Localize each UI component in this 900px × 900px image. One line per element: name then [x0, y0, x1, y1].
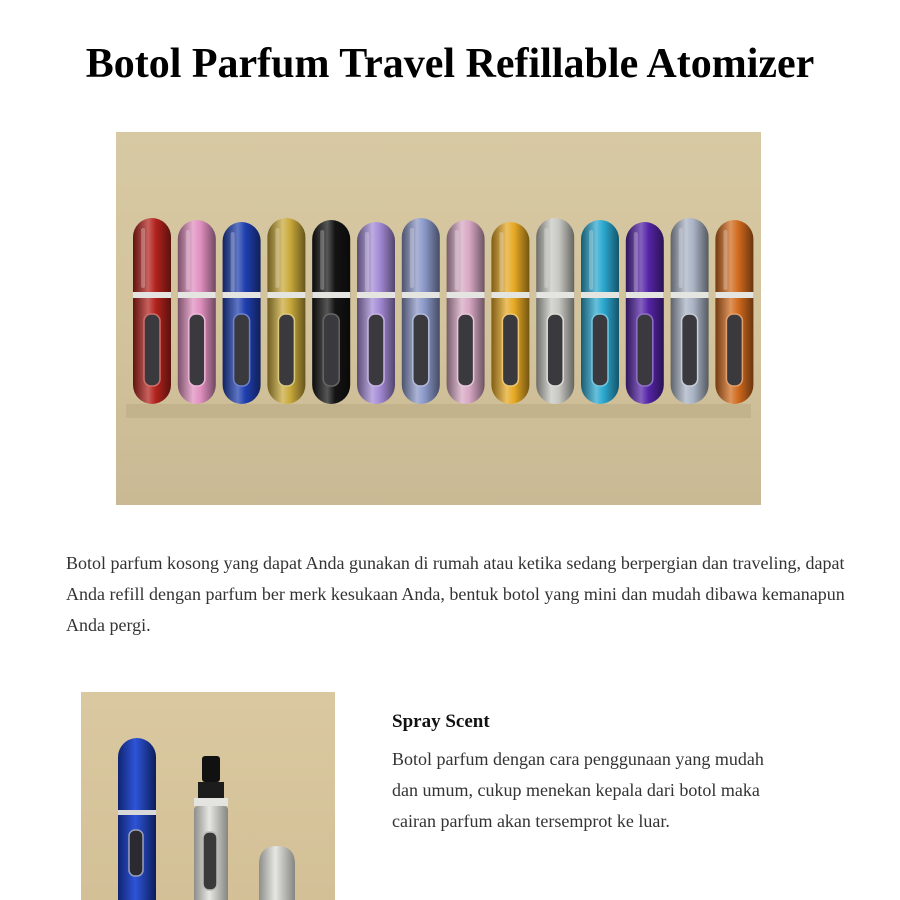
bottle-11: [581, 220, 619, 404]
feature-title: Spray Scent: [392, 711, 490, 732]
bottle-5: [312, 220, 350, 404]
bottle-14: [715, 220, 753, 404]
blue-bottle-ring: [118, 810, 156, 815]
product-description: Botol parfum kosong yang dapat Anda gunakan di rumah atau ketika sedang berpergian dan traveling, dapat Anda refill dengan parfum ber merk kesukaan Anda, bentuk botol yang mini dan mudah dibawa kemanapun Anda pergi.: [66, 553, 845, 635]
spray-collar: [194, 798, 228, 806]
silver-cap: [259, 846, 295, 900]
bottle-6: [357, 222, 395, 404]
bottle-13: [671, 218, 709, 404]
bottle-2: [178, 220, 216, 404]
feature-description: Botol parfum dengan cara penggunaan yang mudah dan umum, cukup menekan kepala dari botol maka cairan parfum akan tersemprot ke luar.: [392, 749, 764, 831]
spray-nozzle: [202, 756, 220, 782]
feature-block: [392, 708, 792, 837]
bottle-1: [133, 218, 171, 404]
bottle-3: [223, 222, 261, 404]
spray-bottle-illustration: [81, 692, 335, 900]
silver-bottle-window: [203, 832, 217, 890]
bottle-4: [267, 218, 305, 404]
bottle-12: [626, 222, 664, 404]
bottle-7: [402, 218, 440, 404]
page-title: Botol Parfum Travel Refillable Atomizer: [85, 41, 815, 87]
bottle-10: [536, 218, 574, 404]
detail-photo-spray: [81, 692, 335, 900]
spray-neck: [198, 782, 224, 800]
product-photo-bottles: [116, 132, 761, 505]
bottle-shadow: [126, 404, 751, 418]
bottles-illustration: [116, 132, 761, 505]
bottle-9: [491, 222, 529, 404]
bottle-8: [447, 220, 485, 404]
blue-bottle-window: [129, 830, 143, 876]
